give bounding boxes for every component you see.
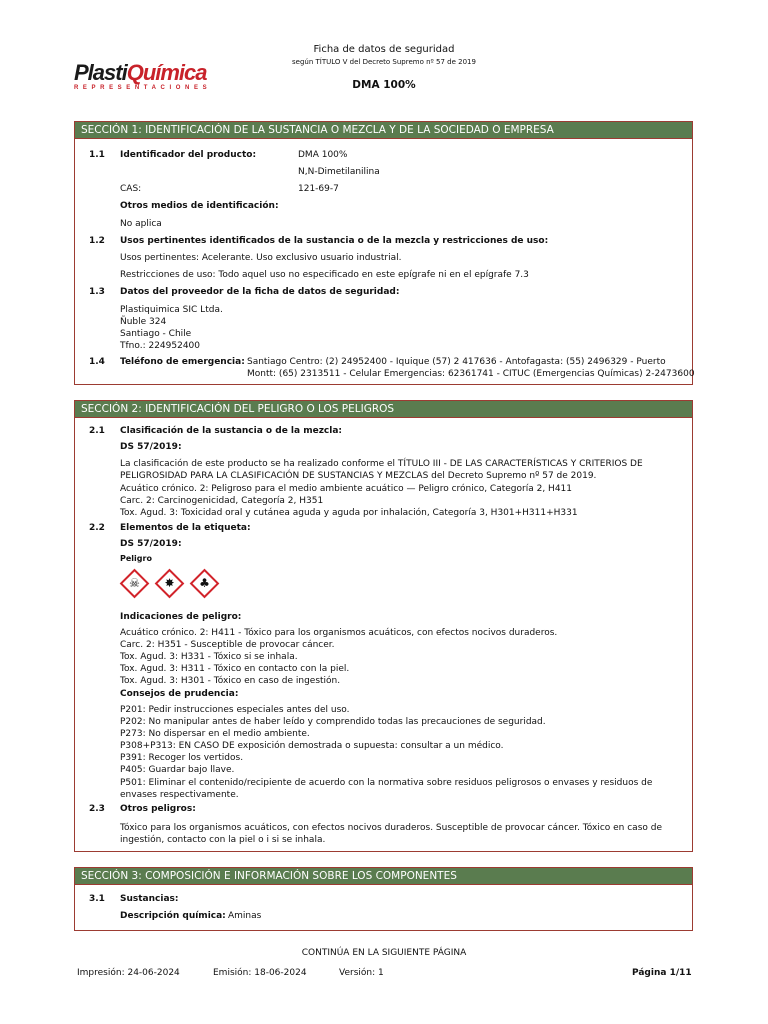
continued-notice: CONTINÚA EN LA SIGUIENTE PÁGINA — [301, 948, 467, 958]
substances-label: Sustancias: — [120, 894, 179, 904]
emergency-phone-label: Teléfono de emergencia: — [120, 357, 245, 367]
skull-crossbones-icon: ☠ — [120, 569, 149, 598]
health-hazard-icon: ✸ — [155, 569, 184, 598]
uses-label: Usos pertinentes identificados de la sustancia o de la mezcla y restricciones de uso: — [120, 236, 549, 246]
other-identification-label: Otros medios de identificación: — [120, 201, 279, 211]
classification-text: La clasificación de este producto se ha realizado conforme el TÍTULO III - DE LAS CARACTERÍSTICAS Y CRITERIOS DE PELIGROSIDAD PARA LA CLASIFICACIÓN DE SUSTANCIAS Y MEZCLAS del Decreto Supremo nº 57 de 2019. — [120, 459, 643, 481]
hazard-statement: Tox. Agud. 3: H331 - Tóxico si se inhala. — [120, 652, 298, 662]
section-2-title: SECCIÓN 2: IDENTIFICACIÓN DEL PELIGRO O LOS PELIGROS — [75, 401, 692, 418]
hazard-statements-label: Indicaciones de peligro: — [120, 612, 242, 622]
other-hazards-text: Tóxico para los organismos acuáticos, con efectos nocivos duraderos. Susceptible de provocar cáncer. Tóxico en caso de ingestión, contacto con la piel o i si se inhala. — [120, 823, 663, 845]
item-number-2-2: 2.2 — [89, 523, 105, 533]
supplier-phone: Tfno.: 224952400 — [120, 341, 201, 351]
cas-label: CAS: — [120, 184, 142, 194]
section-1-title: SECCIÓN 1: IDENTIFICACIÓN DE LA SUSTANCIA O MEZCLA Y DE LA SOCIEDAD O EMPRESA — [75, 122, 692, 139]
hazard-statement: Carc. 2: H351 - Susceptible de provocar cáncer. — [120, 640, 335, 650]
section-1 — [74, 121, 693, 385]
precautionary-statement: P391: Recoger los vertidos. — [120, 753, 244, 763]
logo-text-b: Química — [126, 60, 207, 85]
chemical-description-value: Aminas — [228, 911, 262, 921]
product-identifier-label: Identificador del producto: — [120, 150, 257, 160]
precautionary-statement: P202: No manipular antes de haber leído y comprendido todas las precauciones de seguridad. — [120, 717, 546, 727]
chemical-description-label: Descripción química: — [120, 911, 226, 921]
precautionary-statement: P201: Pedir instrucciones especiales antes del uso. — [120, 705, 350, 715]
cas-value: 121-69-7 — [298, 184, 339, 194]
logo-subtitle: REPRESENTACIONES — [74, 85, 212, 91]
precautionary-statement: P501: Eliminar el contenido/recipiente de acuerdo con la normativa sobre residuos peligrosos o envases y residuos de envases respectivamente. — [120, 778, 653, 800]
supplier-city: Santiago - Chile — [120, 329, 192, 339]
section-3 — [74, 867, 693, 931]
item-number-2-1: 2.1 — [89, 426, 105, 436]
supplier-address: Ñuble 324 — [120, 317, 167, 327]
item-number-2-3: 2.3 — [89, 804, 105, 814]
product-name: DMA 100% — [352, 79, 416, 91]
signal-word: Peligro — [120, 554, 152, 563]
classification-line-1: Acuático crónico. 2: Peligroso para el medio ambiente acuático — Peligro crónico, Categoría 2, H411 — [120, 484, 572, 494]
hazard-statement: Acuático crónico. 2: H411 - Tóxico para los organismos acuáticos, con efectos nocivos duraderos. — [120, 628, 558, 638]
hazard-statement: Tox. Agud. 3: H301 - Tóxico en caso de ingestión. — [120, 676, 341, 686]
restrictions-value: Restricciones de uso: Todo aquel uso no especificado en este epígrafe ni en el epígrafe 7.3 — [120, 270, 529, 280]
document-header — [0, 0, 768, 110]
ds-57-label: DS 57/2019: — [120, 442, 182, 452]
section-3-title: SECCIÓN 3: COMPOSICIÓN E INFORMACIÓN SOBRE LOS COMPONENTES — [75, 868, 692, 885]
page-number: Página 1/11 — [632, 968, 692, 978]
section-2 — [74, 400, 693, 852]
hazard-statement: Tox. Agud. 3: H311 - Tóxico en contacto con la piel. — [120, 664, 350, 674]
environment-icon: ♣ — [190, 569, 219, 598]
supplier-name: Plastiquimica SIC Ltda. — [120, 305, 223, 315]
classification-label: Clasificación de la sustancia o de la mezcla: — [120, 426, 343, 436]
logo-text-a: Plasti — [74, 60, 127, 85]
classification-line-2: Carc. 2: Carcinogenicidad, Categoría 2, H351 — [120, 496, 324, 506]
item-number-1-1: 1.1 — [89, 150, 105, 160]
supplier-label: Datos del proveedor de la ficha de datos de seguridad: — [120, 287, 400, 297]
label-elements-label: Elementos de la etiqueta: — [120, 523, 251, 533]
precautionary-statement: P273: No dispersar en el medio ambiente. — [120, 729, 310, 739]
item-number-1-2: 1.2 — [89, 236, 105, 246]
item-number-3-1: 3.1 — [89, 894, 105, 904]
uses-value: Usos pertinentes: Acelerante. Uso exclusivo usuario industrial. — [120, 253, 402, 263]
precautionary-label: Consejos de prudencia: — [120, 689, 239, 699]
issue-date: Emisión: 18-06-2024 — [213, 968, 307, 978]
product-identifier-value: DMA 100% — [298, 150, 348, 160]
product-chemical-name: N,N-Dimetilanilina — [298, 167, 380, 177]
ds-57-label-2: DS 57/2019: — [120, 539, 182, 549]
emergency-phone-line-1: Santiago Centro: (2) 24952400 - Iquique (57) 2 417636 - Antofagasta: (55) 2496329 - Puerto — [247, 357, 666, 367]
other-hazards-label: Otros peligros: — [120, 804, 196, 814]
document-title: Ficha de datos de seguridad — [313, 44, 455, 55]
print-date: Impresión: 24-06-2024 — [77, 968, 180, 978]
precautionary-statement: P308+P313: EN CASO DE exposición demostrada o supuesta: consultar a un médico. — [120, 741, 504, 751]
emergency-phone-line-2: Montt: (65) 2313511 - Celular Emergencias: 62361741 - CITUC (Emergencias Químicas) 2-2473600 — [247, 369, 695, 379]
document-subtitle: según TÍTULO V del Decreto Supremo nº 57 de 2019 — [292, 58, 476, 66]
item-number-1-4: 1.4 — [89, 357, 105, 367]
item-number-1-3: 1.3 — [89, 287, 105, 297]
hazard-pictograms — [120, 569, 219, 598]
classification-line-3: Tox. Agud. 3: Toxicidad oral y cutánea aguda y aguda por inhalación, Categoría 3, H301+H311+H331 — [120, 508, 578, 518]
version: Versión: 1 — [339, 968, 384, 978]
precautionary-statement: P405: Guardar bajo llave. — [120, 765, 235, 775]
other-identification-value: No aplica — [120, 219, 162, 229]
